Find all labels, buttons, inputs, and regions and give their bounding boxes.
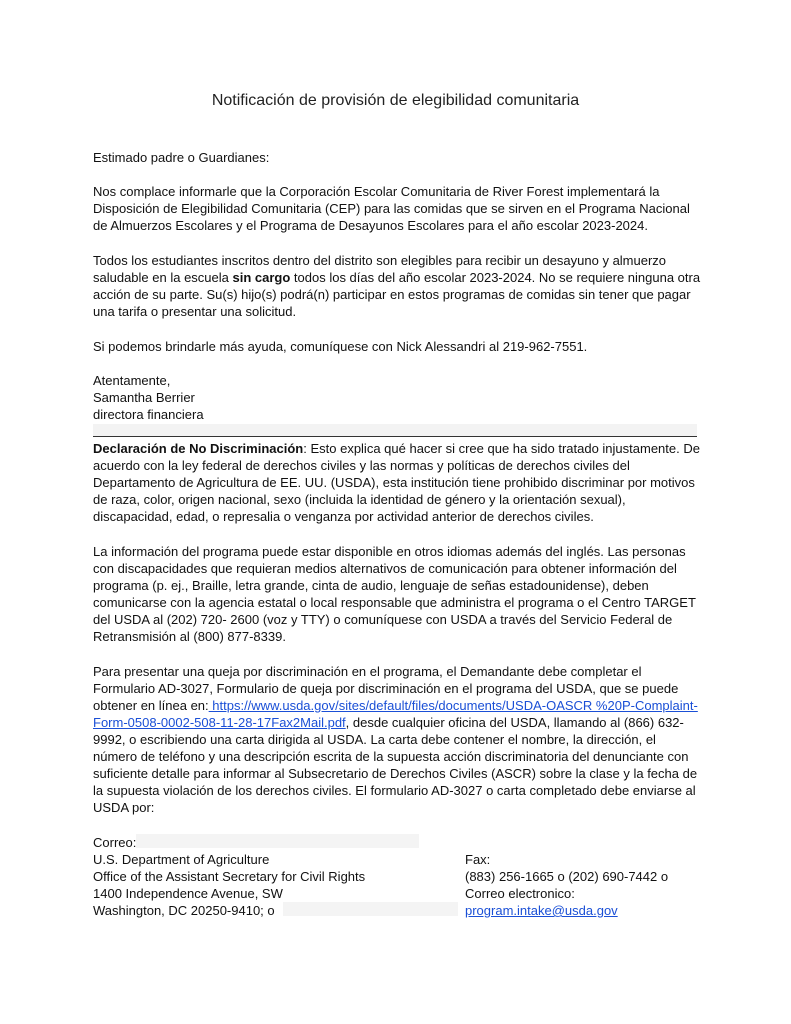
- eligibility-paragraph: [93, 252, 703, 320]
- email-link[interactable]: program.intake@usda.gov: [465, 903, 618, 918]
- section-shade: [93, 424, 697, 436]
- fax-label: Fax:: [465, 852, 491, 867]
- intro-paragraph: Nos complace informarle que la Corporación Escolar Comunitaria de River Forest implementará la Disposición de Elegibilidad Comunitaria (CEP) para las comidas que se sirven en el Programa Nacional de Almuerzos Escolares y el Programa de Desayunos Escolares para el año escolar 2023-2024.: [93, 184, 690, 233]
- fax-number: (883) 256-1665 o (202) 690-7442 o: [465, 869, 669, 884]
- complaint-text-end: , desde cualquier oficina del USDA, llamando al (866) 632-9992, o escribiendo una carta dirigida al USDA. La carta debe contener el nombre, la dirección, el número de teléfono y una descripción escrita de la supuesta acción discriminatoria del denunciante con suficiente detalle para informar al Subsecretario de Derechos Civiles (ASCR) sobre la clase y la fecha de la supuesta violación de los derechos civiles. El formulario AD-3027 o carta completado debe enviarse al USDA por:: [93, 715, 698, 815]
- closing: Atentamente,: [93, 373, 171, 388]
- eligibility-text-start: Todos los estudiantes inscritos dentro del distrito son elegibles para recibir un desayuno y almuerzo saludable en la escuela: [93, 253, 667, 285]
- program-info-paragraph: La información del programa puede estar disponible en otros idiomas además del inglés. Las personas con discapacidades que requieran medios alternativos de comunicación para obtener información del programa (p. ej., Braille, letra grande, cinta de audio, lenguaje de señas estadounidense), deben comunicarse con la agencia estatal o local responsable que administra el programa o el Centro TARGET del USDA al (202) 720- 2600 (voz y TTY) o comuníquese con USDA a través del Servicio Federal de Retransmisión al (800) 877-8339.: [93, 544, 696, 644]
- complaint-text-start: Para presentar una queja por discriminación en el programa, el Demandante debe completar el Formulario AD-3027, Formulario de queja por discriminación en el programa del USDA, que se puede obtener en línea en:: [93, 664, 679, 713]
- mail-label: Correo:: [93, 835, 137, 850]
- mail-line-office: Office of the Assistant Secretary for Civil Rights: [93, 869, 366, 884]
- email-label: Correo electronico:: [465, 886, 575, 901]
- salutation: Estimado padre o Guardianes:: [93, 150, 270, 165]
- document-title: Notificación de provisión de elegibilidad comunitaria: [211, 92, 580, 109]
- nondiscrimination-text: : Esto explica qué hacer si cree que ha sido tratado injustamente. De acuerdo con la ley federal de derechos civiles y las normas y políticas de derechos civiles del Departamento de Agricultura de EE. UU. (USDA), esta institución tiene prohibido discriminar por motivos de raza, color, origen nacional, sexo (incluida la identidad de género y la orientación sexual), discapacidad, edad, o represalia o venganza por actividad anterior de derechos civiles.: [93, 441, 700, 524]
- mail-address-block: [93, 834, 365, 919]
- nondiscrimination-paragraph: [93, 440, 703, 525]
- complaint-form-link[interactable]: https://www.usda.gov/sites/default/files/documents/USDA-OASCR %20P-Complaint-Form-0508-0002-508-11-28-17Fax2Mail.pdf: [93, 698, 698, 730]
- contact-paragraph: Si podemos brindarle más ayuda, comuníquese con Nick Alessandri al 219-962-7551.: [93, 339, 588, 354]
- eligibility-text-end: todos los días del año escolar 2023-2024. No se requiere ninguna otra acción de su parte. Su(s) hijo(s) podrá(n) participar en estos programas de comidas sin tener que pagar una tarifa o presentar una solicitud.: [93, 270, 701, 319]
- signer-name: Samantha Berrier: [93, 390, 195, 405]
- mail-line-city: Washington, DC 20250-9410; o: [93, 903, 275, 918]
- no-cost-emphasis: sin cargo: [232, 270, 291, 285]
- section-divider: [93, 436, 697, 437]
- mail-line-street: 1400 Independence Avenue, SW: [93, 886, 283, 901]
- fax-email-block: [465, 851, 668, 919]
- signer-title: directora financiera: [93, 407, 204, 422]
- complaint-paragraph: [93, 663, 703, 816]
- nondiscrimination-heading: Declaración de No Discriminación: [93, 441, 304, 456]
- mail-line-department: U.S. Department of Agriculture: [93, 852, 270, 867]
